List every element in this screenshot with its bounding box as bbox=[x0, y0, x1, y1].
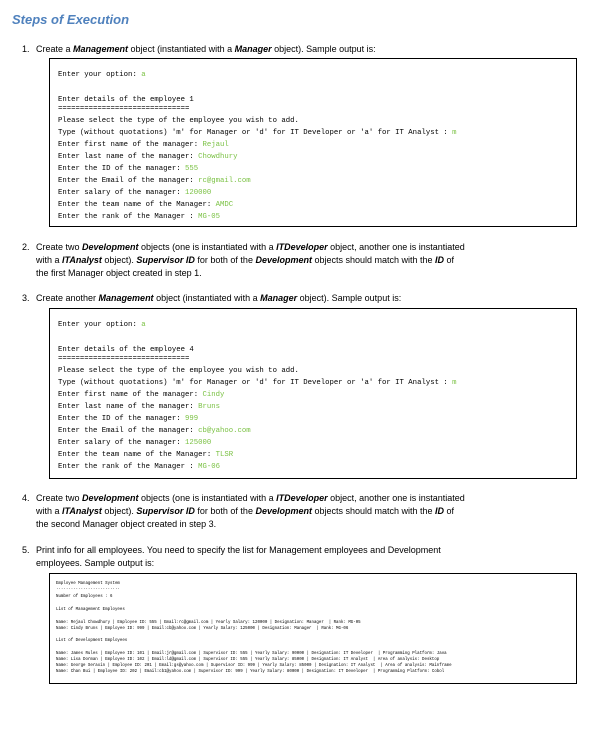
step-text: Create a Management object (instantiated with a Manager object). Sample output is: bbox=[36, 44, 376, 54]
output-line: List of Management Employees bbox=[56, 608, 125, 612]
input-line: Enter the team name of the Manager: TLSR bbox=[58, 451, 234, 459]
input-line: Enter first name of the manager: Cindy bbox=[58, 391, 225, 399]
output-line: Employee Management System bbox=[56, 582, 120, 586]
step-number: 3. bbox=[22, 293, 30, 303]
step-5 bbox=[22, 544, 577, 572]
input-line: Enter first name of the manager: Rejaul bbox=[58, 141, 229, 149]
output-line: Name: George Seraxin | Employee ID: 201 | Email:gs@yahoo.com | Supervisor ID: 999 | Yearly Salary: 85000 | Designation: IT Analyst | Area of analysis: Mainframe bbox=[56, 664, 452, 668]
output-line: Name: Rejaul Chowdhury | Employee ID: 555 | Email:rc@gmail.com | Yearly Salary: 120000 | Designation: Manager | Rank: MG-05 bbox=[56, 621, 361, 625]
select-line: Please select the type of the employee you wish to add. bbox=[58, 117, 299, 125]
input-line: Enter last name of the manager: Chowdhury bbox=[58, 153, 238, 161]
option-line: Enter your option: a bbox=[58, 71, 146, 79]
input-line: Enter the team name of the Manager: AMDC bbox=[58, 201, 234, 209]
console-output-2 bbox=[49, 308, 577, 479]
input-line: Enter the ID of the manager: 555 bbox=[58, 165, 199, 173]
step-text: Print info for all employees. You need to specify the list for Management employees and Development employees. Sample output is: bbox=[36, 545, 441, 568]
separator: ============================== bbox=[58, 355, 190, 363]
type-line: Type (without quotations) 'm' for Manager or 'd' for IT Developer or 'a' for IT Analyst : m bbox=[58, 129, 457, 137]
output-line: Name: Lisa Dorman | Employee ID: 102 | Email:ld@gmail.com | Supervisor ID: 555 | Yearly Salary: 85000 | Designation: IT Analyst | Area of analysis: Desktop bbox=[56, 658, 440, 662]
input-line: Enter the Email of the manager: rc@gmail.com bbox=[58, 177, 251, 185]
step-number: 2. bbox=[22, 242, 30, 252]
output-line: Number of Employees : 6 bbox=[56, 595, 113, 599]
output-line: List of Development Employees bbox=[56, 639, 128, 643]
input-line: Enter salary of the manager: 120000 bbox=[58, 189, 212, 197]
input-line: Enter the Email of the manager: cb@yahoo.com bbox=[58, 427, 251, 435]
input-line: Enter the rank of the Manager : MG-06 bbox=[58, 463, 221, 471]
details-line: Enter details of the employee 4 bbox=[58, 346, 194, 354]
select-line: Please select the type of the employee you wish to add. bbox=[58, 367, 299, 375]
input-line: Enter the ID of the manager: 999 bbox=[58, 415, 199, 423]
details-line: Enter details of the employee 1 bbox=[58, 96, 194, 104]
step-4 bbox=[22, 492, 577, 532]
step-text: Create two Development objects (one is instantiated with a ITDeveloper object, another one is instantiated with a ITAnalyst object). Supervisor ID for both of the Development objects should match with the ID of the second Manager object created in step 3. bbox=[36, 493, 465, 529]
step-number: 1. bbox=[22, 44, 30, 54]
step-number: 4. bbox=[22, 493, 30, 503]
input-line: Enter the rank of the Manager : MG-05 bbox=[58, 213, 221, 221]
input-line: Enter salary of the manager: 125000 bbox=[58, 439, 212, 447]
separator: ============================== bbox=[58, 105, 190, 113]
step-text: Create another Management object (instantiated with a Manager object). Sample output is: bbox=[36, 293, 402, 303]
step-text: Create two Development objects (one is instantiated with a ITDeveloper object, another one is instantiated with a ITAnalyst object). Supervisor ID for both of the Development objects should match with the ID of the first Manager object created in step 1. bbox=[36, 242, 465, 278]
input-line: Enter last name of the manager: Bruns bbox=[58, 403, 221, 411]
console-output-1 bbox=[49, 58, 577, 227]
output-line: Name: Cindy Bruns | Employee ID: 999 | Email:cb@yahoo.com | Yearly Salary: 125000 | Designation: Manager | Rank: MG-06 bbox=[56, 627, 349, 631]
step-number: 5. bbox=[22, 545, 30, 555]
option-line: Enter your option: a bbox=[58, 321, 146, 329]
output-line: Name: James Rules | Employee ID: 101 | Email:jr@gmail.com | Supervisor ID: 555 | Yearly Salary: 90000 | Designation: IT Developer | Programming Platform: Java bbox=[56, 652, 447, 656]
console-output-3 bbox=[49, 573, 577, 684]
page-title: Steps of Execution bbox=[12, 12, 130, 27]
step-2 bbox=[22, 241, 577, 281]
output-line: Name: Chan Bui | Employee ID: 202 | Email:cb1@yahoo.com | Supervisor ID: 999 | Yearly Salary: 80000 | Designation: IT Developer | Programming Platform: Cobol bbox=[56, 670, 445, 674]
type-line: Type (without quotations) 'm' for Manager or 'd' for IT Developer or 'a' for IT Analyst : m bbox=[58, 379, 457, 387]
output-line: .......................... bbox=[56, 587, 120, 591]
